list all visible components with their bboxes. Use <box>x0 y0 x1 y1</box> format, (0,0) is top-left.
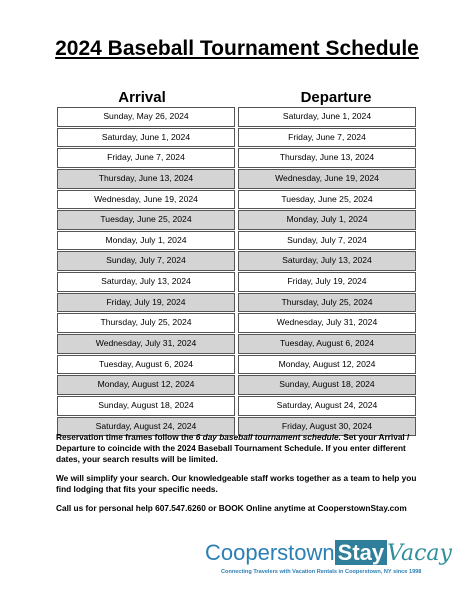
departure-cell: Monday, August 12, 2024 <box>238 355 416 375</box>
note-simplify: We will simplify your search. Our knowledgeable staff works together as a team to help you find lodging that fits your specific needs. <box>56 473 417 494</box>
departure-cell: Thursday, June 13, 2024 <box>238 148 416 168</box>
arrival-cell: Sunday, July 7, 2024 <box>57 251 235 271</box>
departure-cell: Sunday, July 7, 2024 <box>238 231 416 251</box>
departure-cell: Friday, August 30, 2024 <box>238 417 416 437</box>
arrival-cell: Sunday, May 26, 2024 <box>57 107 235 127</box>
note-reservation <box>56 432 432 465</box>
departure-cell: Tuesday, June 25, 2024 <box>238 190 416 210</box>
arrival-cell: Thursday, July 25, 2024 <box>57 313 235 333</box>
arrival-header: Arrival <box>118 89 166 106</box>
arrival-cell: Wednesday, June 19, 2024 <box>57 190 235 210</box>
departure-cell: Monday, July 1, 2024 <box>238 210 416 230</box>
note-reservation-end: Set your Arrival / Departure to coincide with the 2024 Baseball Tournament Schedule. If you enter different dates, your search results will be limited. <box>56 432 410 464</box>
page-title: 2024 Baseball Tournament Schedule <box>55 37 419 60</box>
arrival-cell: Wednesday, July 31, 2024 <box>57 334 235 354</box>
arrival-cell: Tuesday, August 6, 2024 <box>57 355 235 375</box>
arrival-cell: Saturday, July 13, 2024 <box>57 272 235 292</box>
departure-cell: Friday, July 19, 2024 <box>238 272 416 292</box>
departure-cell: Saturday, July 13, 2024 <box>238 251 416 271</box>
arrival-cell: Saturday, August 24, 2024 <box>57 417 235 437</box>
note-reservation-emphasis: 6 day baseball tournament schedule. <box>195 432 341 442</box>
arrival-cell: Monday, August 12, 2024 <box>57 375 235 395</box>
logo-part-cooperstown: Cooperstown <box>205 540 335 565</box>
arrival-cell: Sunday, August 18, 2024 <box>57 396 235 416</box>
arrival-column <box>57 107 235 437</box>
logo-wordmark <box>205 540 452 566</box>
departure-cell: Wednesday, July 31, 2024 <box>238 313 416 333</box>
departure-cell: Saturday, June 1, 2024 <box>238 107 416 127</box>
logo-part-stay: Stay <box>335 540 387 565</box>
logo-part-vacay: Vacay <box>387 541 452 566</box>
note-contact: Call us for personal help 607.547.6260 or BOOK Online anytime at CooperstownStay.com <box>56 503 407 513</box>
logo-tagline: Connecting Travelers with Vacation Rentals in Cooperstown, NY since 1998 <box>221 569 422 575</box>
note-reservation-start: Reservation time frames follow the <box>56 432 196 442</box>
arrival-cell: Tuesday, June 25, 2024 <box>57 210 235 230</box>
departure-cell: Friday, June 7, 2024 <box>238 128 416 148</box>
departure-header: Departure <box>300 89 372 106</box>
arrival-cell: Saturday, June 1, 2024 <box>57 128 235 148</box>
departure-cell: Wednesday, June 19, 2024 <box>238 169 416 189</box>
notes <box>56 432 432 522</box>
departure-column <box>238 107 416 437</box>
departure-cell: Tuesday, August 6, 2024 <box>238 334 416 354</box>
arrival-cell: Thursday, June 13, 2024 <box>57 169 235 189</box>
departure-cell: Thursday, July 25, 2024 <box>238 293 416 313</box>
arrival-cell: Monday, July 1, 2024 <box>57 231 235 251</box>
logo <box>205 540 452 588</box>
departure-cell: Sunday, August 18, 2024 <box>238 375 416 395</box>
arrival-cell: Friday, July 19, 2024 <box>57 293 235 313</box>
arrival-cell: Friday, June 7, 2024 <box>57 148 235 168</box>
departure-cell: Saturday, August 24, 2024 <box>238 396 416 416</box>
